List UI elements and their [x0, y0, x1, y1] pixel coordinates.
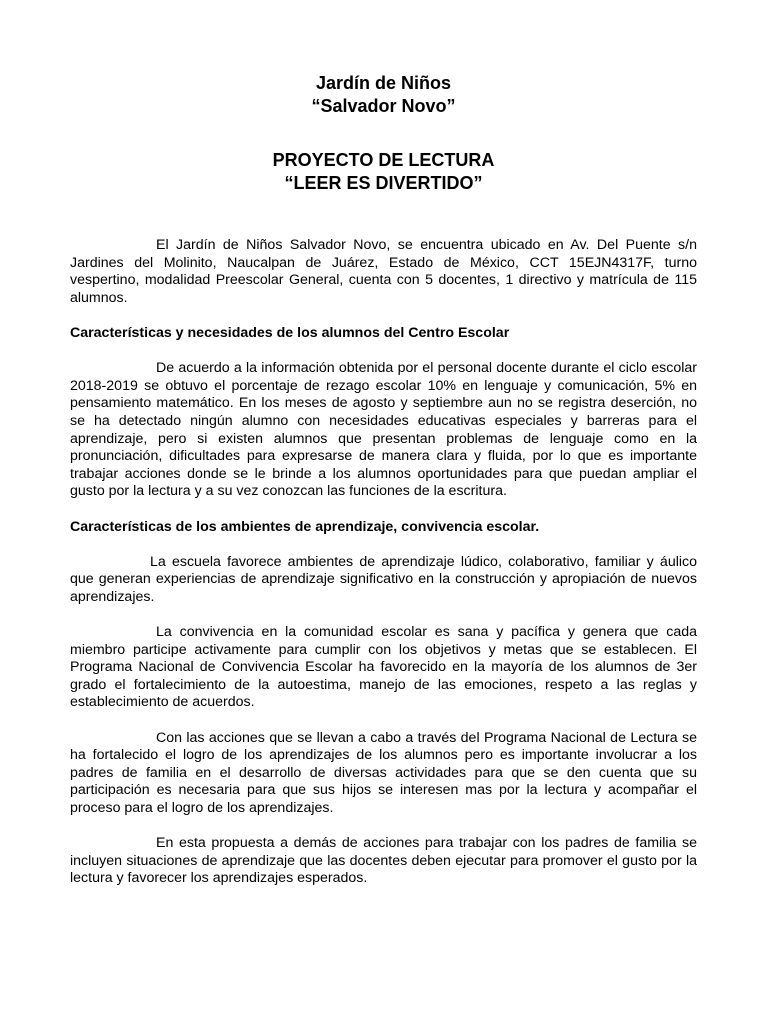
- school-title-line-2: “Salvador Novo”: [311, 96, 456, 116]
- intro-paragraph: El Jardín de Niños Salvador Novo, se encuentra ubicado en Av. Del Puente s/n Jardines del Molinito, Naucalpan de Juárez, Estado de México, CCT 15EJN4317F, turno vespertino, modalidad Preescolar General, cuenta con 5 docentes, 1 directivo y matrícula de 115 alumnos.: [70, 237, 697, 306]
- section2-paragraph-3: Con las acciones que se llevan a cabo a través del Programa Nacional de Lectura se ha fortalecido el logro de los aprendizajes de los alumnos pero es importante involucrar a los padres de familia en el desarrollo de diversas actividades para que se den cuenta que su participación es necesaria para que sus hijos se interesen mas por la lectura y acompañar el proceso para el logro de los aprendizajes.: [70, 729, 697, 816]
- document-page: [70, 72, 697, 888]
- project-title-line-1: PROYECTO DE LECTURA: [272, 150, 495, 170]
- section1-paragraph: De acuerdo a la información obtenida por el personal docente durante el ciclo escolar 2018-2019 se obtuvo el porcentaje de rezago escolar 10% en lenguaje y comunicación, 5% en pensamiento matemático. En los meses de agosto y septiembre aun no se registra deserción, no se ha detectado ningún alumno con necesidades educativas especiales y barreras para el aprendizaje, pero si existen alumnos que presentan problemas de lenguaje como en la pronunciación, dificultades para expresarse de manera clara y fluida, por lo que es importante trabajar acciones donde se le brinde a los alumnos oportunidades para que puedan ampliar el gusto por la lectura y a su vez conozcan las funciones de la escritura.: [70, 360, 697, 500]
- section2-paragraph-4: En esta propuesta a demás de acciones para trabajar con los padres de familia se incluyen situaciones de aprendizaje que las docentes deben ejecutar para promover el gusto por la lectura y favorecer los aprendizajes esperados.: [70, 835, 697, 887]
- section1-heading: Características y necesidades de los alumnos del Centro Escolar: [70, 324, 510, 341]
- section2-heading: Características de los ambientes de aprendizaje, convivencia escolar.: [70, 518, 540, 535]
- school-title-line-1: Jardín de Niños: [315, 73, 452, 93]
- school-title: [70, 72, 697, 118]
- section2-paragraph-1: La escuela favorece ambientes de aprendizaje lúdico, colaborativo, familiar y áulico que generan experiencias de aprendizaje significativo en la construcción y apropiación de nuevos aprendizajes.: [70, 553, 697, 605]
- section2-paragraph-2: La convivencia en la comunidad escolar es sana y pacífica y genera que cada miembro participe activamente para cumplir con los objetivos y metas que se establecen. El Programa Nacional de Convivencia Escolar ha favorecido en la mayoría de los alumnos de 3er grado el fortalecimiento de la autoestima, manejo de las emociones, respeto a las reglas y establecimiento de acuerdos.: [70, 624, 697, 711]
- project-title-line-2: “LEER ES DIVERTIDO”: [284, 173, 483, 193]
- project-title: [70, 149, 697, 195]
